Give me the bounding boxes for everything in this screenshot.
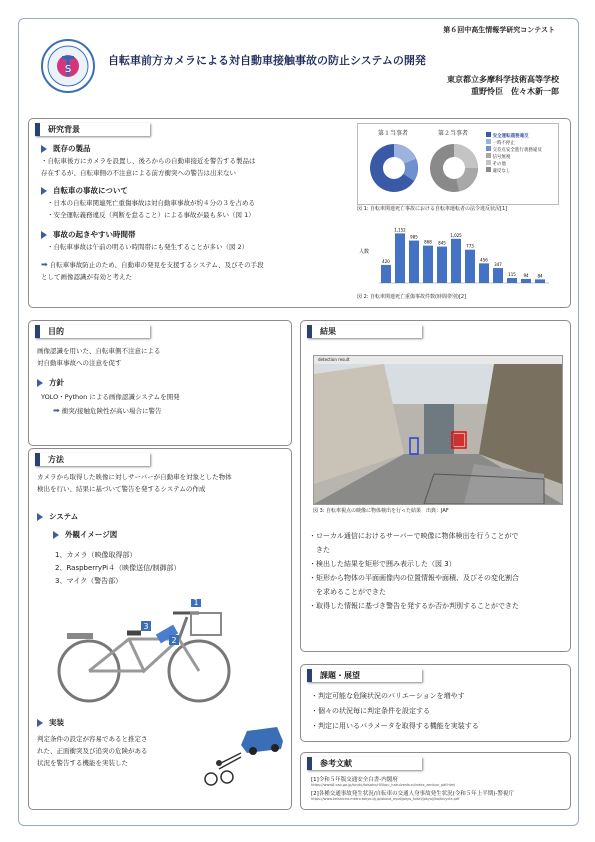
- sub-existing-products: 既存の製品: [41, 143, 91, 154]
- issues-text: ・判定可能な危険状況のバリエーションを増やす ・個々の状況毎に判定条件を設定する ・判定に用いるパラメータを取得する機能を実装する: [311, 692, 479, 730]
- poster-title: 自転車前方カメラによる対自動車接触事故の防止システムの開発: [108, 54, 426, 67]
- parts-list: 1、カメラ（映像取得部） 2、RaspberryPi４（映像送信/制御部） 3、マイク（警告部）: [55, 551, 181, 585]
- fig2-value-label: 420: [382, 258, 390, 264]
- bicycle-illustration: [49, 599, 249, 709]
- sub-policy: 方針: [37, 377, 64, 388]
- fig2-bar: [493, 268, 503, 283]
- svg-text:S: S: [64, 64, 72, 75]
- sub-exterior: 外観イメージ図: [53, 529, 117, 540]
- background-heading: 研究背景: [35, 123, 150, 136]
- implementation-text: 判定条件の設定が容易であると推定さ れた、正面衝突及び追突の危険がある 状況を警告する機能を実装した: [37, 735, 148, 767]
- fig2-value-label: 845: [438, 240, 446, 246]
- school-logo: [40, 38, 96, 94]
- fig2-value-label: 868: [424, 239, 432, 245]
- detection-window: [313, 355, 563, 505]
- fig2-bar: [465, 250, 475, 283]
- purpose-text: 画像認識を用いた、自転車側不注意による 対自動車事故への注意を促す: [37, 347, 161, 367]
- fig2-value-label: 115: [508, 272, 516, 278]
- fig2-ylabel: 人数: [359, 249, 370, 255]
- badge-3: [141, 621, 151, 631]
- references-heading: 参考文献: [307, 757, 422, 770]
- figure-1: [357, 123, 559, 205]
- right-arrow-icon: ➡: [53, 406, 60, 415]
- fig2-bar: [437, 247, 447, 283]
- references-panel: [300, 752, 571, 810]
- fig2-value-label: 1,152: [394, 227, 406, 233]
- time-period-text: ・自転車事故は午前の明るい時間帯にも発生することが多い（図 2）: [47, 243, 249, 251]
- fig2-bar: [381, 265, 391, 283]
- fig2-bar: [423, 246, 433, 283]
- fig2-bar: [535, 279, 545, 283]
- sub-system: システム: [37, 511, 78, 522]
- results-text: ・ローカル通信におけるサーバーで映像に物体検出を行うことがで きた ・検出した結果を矩形で囲み表示した（図 3） ・矩形から物体の平面画像内の位置情報や面積、及びその変化割合 を求めることができた ・取得した情報に基づき警告を発するか否か判別することができた: [309, 532, 519, 610]
- sub-accidents: 自転車の事故について: [41, 185, 128, 196]
- svg-text:2: 2: [171, 636, 177, 645]
- badge-1: [191, 599, 201, 607]
- issues-heading: 課題・展望: [307, 669, 422, 682]
- contest-name: 第６回中高生情報学研究コンテスト: [443, 26, 555, 34]
- badge-2: [169, 635, 179, 645]
- fig2-value-label: 773: [466, 243, 474, 249]
- street-scene-image: [314, 364, 562, 504]
- fig2-caption: 図 2: 自転車関連死亡重傷事故件数(時間帯別)[2]: [357, 294, 467, 300]
- purpose-heading: 目的: [35, 325, 150, 338]
- policy-text: YOLO・Python による画像認識システムを開発: [41, 393, 180, 401]
- policy-arrow-text: ➡ 衝突/接触危険性が高い場合に警告: [53, 406, 162, 415]
- fig2-bar: [521, 279, 531, 283]
- accidents-text: ・日本の自転車関連死亡重傷事故は対自動車事故が約４分の３を占める ・安全運転義務違反（判断を怠ること）による事故が最も多い（図 1）: [47, 199, 255, 219]
- method-text: カメラから取得した映像に対しサーバーが自動車を対象とした物体 検出を行い、結果に基づいて警告を発するシステムの作成: [37, 473, 232, 493]
- svg-text:3: 3: [143, 622, 149, 631]
- figure-2-bar-chart: [357, 213, 557, 291]
- results-panel: [300, 320, 571, 652]
- reference-link[interactable]: https://www.keishicho.metro.tokyo.lg.jp/about_mpd/jokyo_tokei/jokyo/jiko/bicycle.pdf: [311, 797, 460, 801]
- fig2-bar: [507, 278, 517, 283]
- fig1-label-first: 第１当事者: [378, 130, 409, 137]
- fig2-bar: [409, 241, 419, 283]
- fig2-value-label: 985: [410, 234, 418, 240]
- fig1-caption: 図 1: 自転車関連死亡事故における自転車運転者の法令違反状況[1]: [357, 206, 508, 212]
- right-arrow-icon: ➡: [41, 260, 48, 269]
- reference-link[interactable]: https://www8.cao.go.jp/koutu/taisaku/r05kou_haku/zenbun/index_zenbun_pdf.html: [311, 783, 456, 787]
- method-heading: 方法: [35, 453, 150, 466]
- collision-illustration: [197, 721, 287, 791]
- fig1-legend: 安全運転義務違反 一時不停止 交差点安全進行義務違反 信号無視 その他 違反なし: [486, 132, 556, 174]
- fig3-caption: 図 3: 自転車視点の映像に物体検出を行った結果 出典：JAF: [313, 508, 449, 514]
- svg-text:1: 1: [193, 599, 199, 607]
- fig2-value-label: 84: [537, 273, 543, 279]
- background-conclusion: ➡ 自転車事故防止のため、自動車の発見を支援するシステム、及びその手段 として画像認識が有効と考えた: [41, 260, 264, 281]
- background-panel: [28, 118, 571, 308]
- sub-time-period: 事故の起きやすい時間帯: [41, 229, 136, 240]
- purpose-panel: [28, 320, 292, 446]
- window-title: detection result: [318, 357, 350, 362]
- fig2-bar: [395, 233, 405, 283]
- fig1-label-second: 第２当事者: [438, 130, 469, 137]
- fig2-value-label: 94: [523, 272, 529, 278]
- fig2-bar: [451, 239, 461, 283]
- fig2-bar: [479, 263, 489, 283]
- fig2-value-label: 456: [480, 257, 488, 263]
- fig2-value-label: 347: [494, 262, 502, 268]
- references-list: [1]令和５年版交通安全白書-内閣府 https://www8.cao.go.jp/koutu/taisaku/r05kou_haku/zenbun/index_zenbun_pdf.html [2]各種交通事故発生状況/自転車の交通人身事故発生状況(令和５年上半期)-警視庁 https://www.keishicho.metro.tokyo.lg.jp/about_mpd/jokyo_tokei/jokyo/jiko/bicycle.pdf: [311, 775, 566, 801]
- existing-products-text: ・自転車後方にカメラを設置し、後ろからの自動車接近を警告する製品は 存在するが、自転車側の不注意による前方衝突への警告は出来ない: [41, 157, 256, 177]
- school-name: 東京都立多摩科学技術高等学校: [447, 75, 559, 84]
- method-panel: [28, 448, 292, 810]
- author-names: 重野怜臣 佐々木新一郎: [471, 87, 559, 96]
- sub-implementation: 実装: [37, 717, 64, 728]
- fig1-pies: [366, 138, 486, 200]
- fig2-value-label: 1,025: [450, 232, 462, 238]
- results-heading: 結果: [307, 325, 422, 338]
- issues-panel: [300, 664, 571, 742]
